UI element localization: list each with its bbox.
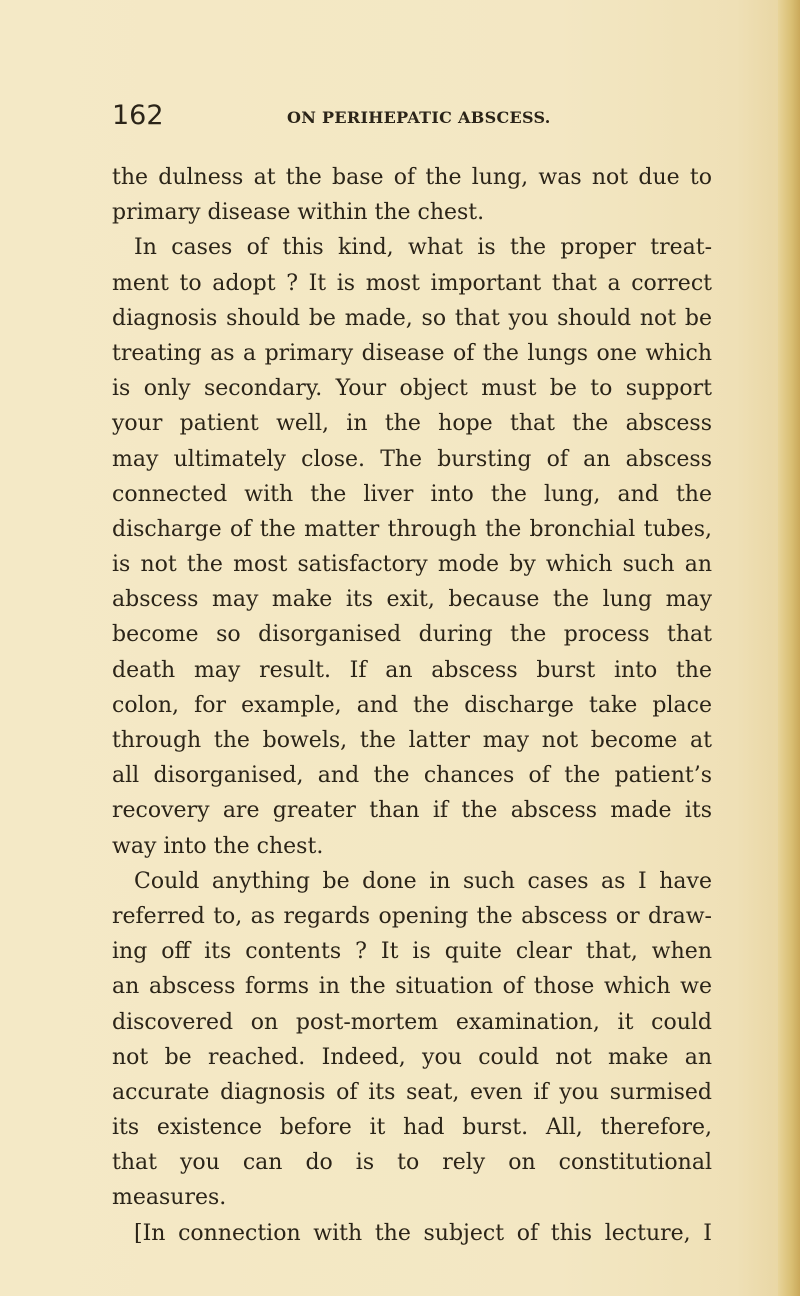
text-line: is only secondary. Your object must be to support	[112, 376, 712, 402]
text-line: not be reached. Indeed, you could not make an	[112, 1044, 712, 1070]
text-line: may ultimately close. The bursting of an abscess	[112, 446, 712, 472]
text-line: your patient well, in the hope that the abscess	[112, 411, 712, 437]
page-edge	[778, 0, 800, 1296]
text-line: connected with the liver into the lung, and the	[112, 481, 712, 507]
text-line: colon, for example, and the discharge take place	[112, 692, 712, 718]
text-line: through the bowels, the latter may not become at	[112, 728, 712, 753]
text-line: discharge of the matter through the bronchial tubes,	[112, 516, 712, 542]
text-line: primary disease within the chest.	[112, 200, 485, 226]
body-text	[112, 160, 712, 1251]
text-line: ment to adopt ? It is most important that a correct	[112, 270, 712, 296]
page-number: 162	[112, 100, 164, 131]
text-line: discovered on post-mortem examination, it could	[112, 1009, 712, 1035]
text-line: accurate diagnosis of its seat, even if you surmised	[112, 1079, 712, 1105]
text-line: death may result. If an abscess burst into the	[112, 657, 712, 683]
text-line: ing off its contents ? It is quite clear that, when	[112, 939, 712, 965]
text-line: diagnosis should be made, so that you should not be	[112, 305, 712, 331]
text-line: the dulness at the base of the lung, was not due to	[112, 165, 712, 190]
text-line: an abscess forms in the situation of those which we	[112, 974, 712, 1000]
text-line: recovery are greater than if the abscess made its	[112, 798, 712, 824]
text-line: treating as a primary disease of the lungs one which	[112, 340, 712, 366]
text-line: Could anything be done in such cases as I have	[134, 868, 712, 894]
text-line: [In connection with the subject of this lecture, I	[134, 1220, 712, 1246]
text-line: abscess may make its exit, because the lung may	[112, 587, 712, 613]
running-head: ON PERIHEPATIC ABSCESS.	[287, 108, 551, 127]
text-line: all disorganised, and the chances of the patient’s	[112, 763, 712, 789]
text-line: referred to, as regards opening the abscess or draw-	[112, 903, 712, 929]
text-line: is not the most satisfactory mode by which such an	[112, 552, 712, 578]
text-line: measures.	[112, 1185, 227, 1211]
text-line: its existence before it had burst. All, therefore,	[112, 1115, 712, 1141]
page-header	[112, 96, 712, 136]
text-line: In cases of this kind, what is the proper treat-	[134, 235, 712, 261]
text-line: way into the chest.	[112, 833, 324, 859]
text-line: become so disorganised during the process that	[112, 622, 712, 648]
text-line: that you can do is to rely on constitutional	[112, 1150, 712, 1176]
